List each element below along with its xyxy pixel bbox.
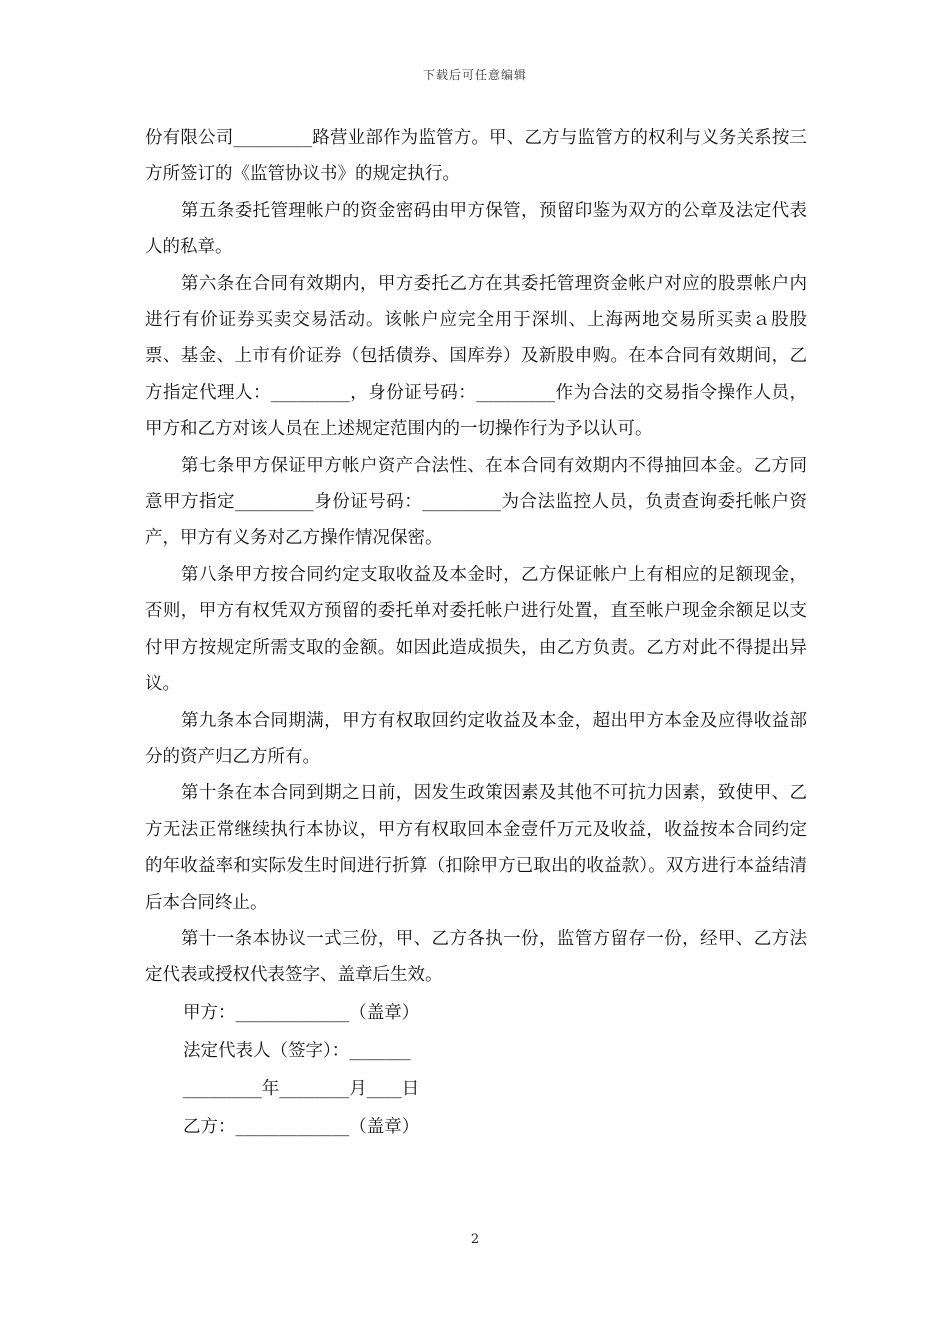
paragraph-continuation: 份有限公司_________路营业部作为监管方。甲、乙方与监管方的权利与义务关系按三方所签订的《监管协议书》的规定执行。 bbox=[145, 128, 807, 185]
paragraph-article-10: 第十条在本合同到期之日前，因发生政策因素及其他不可抗力因素，致使甲、乙方无法正常继续执行本协议，甲方有权取回本金壹仟万元及收益，收益按本合同约定的年收益率和实际发生时间进行折算（扣除甲方已取出的收益款）。双方进行本益结清后本合同终止。 bbox=[145, 783, 807, 913]
legal-representative-line: 法定代表人（签字）：_______ bbox=[183, 1040, 411, 1061]
paragraph-article-11: 第十一条本协议一式三份，甲、乙方各执一份，监管方留存一份，经甲、乙方法定代表或授权代表签字、盖章后生效。 bbox=[145, 928, 807, 986]
paragraph-article-7: 第七条甲方保证甲方帐户资产合法性、在本合同有效期内不得抽回本金。乙方同意甲方指定_________身份证号码：_________为合法监控人员，负责查询委托帐户资产，甲方有义务对乙方操作情况保密。 bbox=[145, 455, 807, 549]
date-line: _________年________月____日 bbox=[183, 1078, 420, 1099]
party-a-signature-line: 甲方：_____________（盖章） bbox=[183, 1002, 420, 1023]
signature-block bbox=[145, 994, 807, 1146]
page-number: 2 bbox=[470, 1232, 480, 1247]
page-header: 下载后可任意编辑 bbox=[422, 68, 527, 82]
paragraph-article-6: 第六条在合同有效期内，甲方委托乙方在其委托管理资金帐户对应的股票帐户内进行有价证券买卖交易活动。该帐户应完全用于深圳、上海两地交易所买卖ａ股股票、基金、上市有价证券（包括债券、国库券）及新股申购。在本合同有效期间，乙方指定代理人：_________，身份证号码：_________作为合法的交易指令操作人员，甲方和乙方对该人员在上述规定范围内的一切操作行为予以认可。 bbox=[145, 273, 807, 440]
paragraph-article-9: 第九条本合同期满，甲方有权取回约定收益及本金，超出甲方本金及应得收益部分的资产归乙方所有。 bbox=[145, 710, 807, 767]
paragraph-article-5: 第五条委托管理帐户的资金密码由甲方保管，预留印鉴为双方的公章及法定代表人的私章。 bbox=[145, 200, 807, 258]
paragraph-article-8: 第八条甲方按合同约定支取收益及本金时，乙方保证帐户上有相应的足额现金，否则，甲方有权凭双方预留的委托单对委托帐户进行处置，直至帐户现金余额足以支付甲方按规定所需支取的金额。如因此造成损失，由乙方负责。乙方对此不得提出异议。 bbox=[145, 564, 807, 695]
party-b-signature-line: 乙方：_____________（盖章） bbox=[183, 1116, 420, 1137]
document-body bbox=[145, 120, 807, 1146]
